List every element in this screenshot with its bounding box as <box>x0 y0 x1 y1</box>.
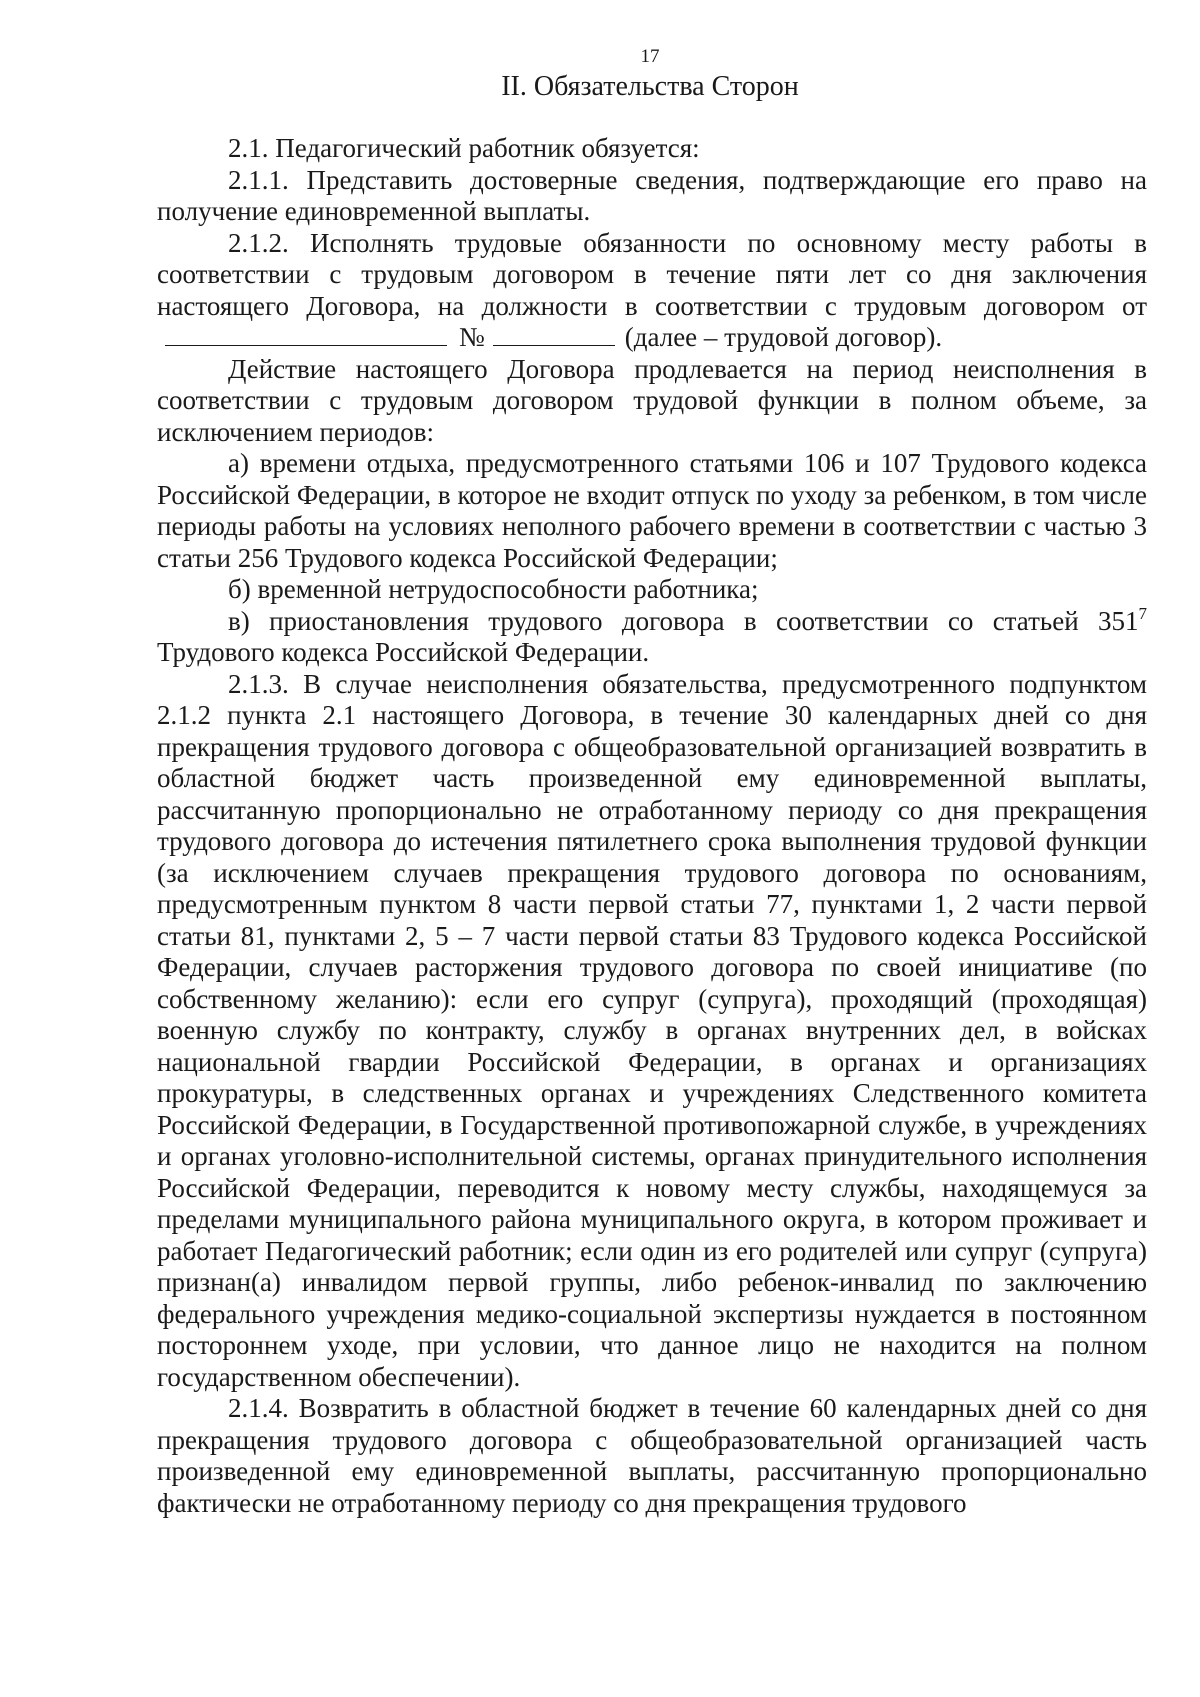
paragraph-2-1-4: 2.1.4. Возвратить в областной бюджет в течение 60 календарных дней со дня прекращения трудового договора с общеобразовательной организацией часть произведенной ему единовременной выплаты, рассчитанную пропорционально фактически не отработанному периоду со дня прекращения трудового <box>157 1393 1147 1518</box>
contract-number-blank <box>493 325 615 346</box>
article-superscript: 7 <box>1138 603 1147 623</box>
paragraph-2-1-2 <box>157 228 1147 354</box>
paragraph-extension: Действие настоящего Договора продлевается на период неисполнения в соответствии с трудовым договором трудовой функции в полном объеме, за исключением периодов: <box>157 353 1147 447</box>
paragraph-2-1-3: 2.1.3. В случае неисполнения обязательства, предусмотренного подпунктом 2.1.2 пункта 2.1 настоящего Договора, в течение 30 календарных дней со дня прекращения трудового договора с общеобразовательной организацией возвратить в областной бюджет часть произведенной ему единовременной выплаты, рассчитанную пропорционально не отработанному периоду со дня прекращения трудового договора до истечения пятилетнего срока выполнения трудовой функции (за исключением случаев прекращения трудового договора по основаниям, предусмотренным пунктом 8 части первой статьи 77, пунктами 1, 2 части первой статьи 81, пунктами 2, 5 – 7 части первой статьи 83 Трудового кодекса Российской Федерации, случаев расторжения трудового договора по своей инициативе (по собственному желанию): если его супруг (супруга), проходящий (проходящая) военную службу по контракту, службу в органах внутренних дел, в войсках национальной гвардии Российской Федерации, в органах и организациях прокуратуры, в следственных органах и учреждениях Следственного комитета Российской Федерации, в Государственной противопожарной службе, в учреждениях и органах уголовно-исполнительной системы, органах принудительного исполнения Российской Федерации, переводится к новому месту службы, находящемуся за пределами муниципального района муниципального округа, в котором проживает и работает Педагогический работник; если один из его родителей или супруг (супруга) признан(а) инвалидом первой группы, либо ребенок-инвалид по заключению федерального учреждения медико-социальной экспертизы нуждается в постоянном постороннем уходе, при условии, что данное лицо не находится на полном государственном обеспечении). <box>157 668 1147 1392</box>
paragraph-v <box>157 603 1147 669</box>
paragraph-2-1-2-text: 2.1.2. Исполнять трудовые обязанности по основному месту работы в соответствии с трудовым договором в течение пяти лет со дня заключения настоящего Договора, на должности в соответствии с трудовым договором <box>157 227 1147 321</box>
paragraph-2-1-2-tail: (далее – трудовой договор). <box>624 322 943 352</box>
paragraph-v-tail: Трудового кодекса Российской Федерации. <box>157 637 650 667</box>
paragraph-2-1-1: 2.1.1. Представить достоверные сведения, подтверждающие его право на получение единовременной выплаты. <box>157 164 1147 226</box>
number-sign: № <box>459 322 485 352</box>
contract-date-blank <box>165 325 447 346</box>
paragraph-a: а) времени отдыха, предусмотренного статьями 106 и 107 Трудового кодекса Российской Федерации, в которое не входит отпуск по уходу за ребенком, в том числе периоды работы на условиях неполного рабочего времени в соответствии с частью 3 статьи 256 Трудового кодекса Российской Федерации; <box>157 448 1147 573</box>
paragraph-b: б) временной нетрудоспособности работника; <box>228 574 759 604</box>
paragraph-2-1: 2.1. Педагогический работник обязуется: <box>228 133 700 163</box>
paragraph-v-text: в) приостановления трудового договора в соответствии со статьей 351 <box>228 605 1139 636</box>
page-number: 17 <box>640 46 660 67</box>
section-title: II. Обязательства Сторон <box>501 71 799 102</box>
from-label: от <box>1122 290 1147 321</box>
document-body <box>157 133 1147 1519</box>
